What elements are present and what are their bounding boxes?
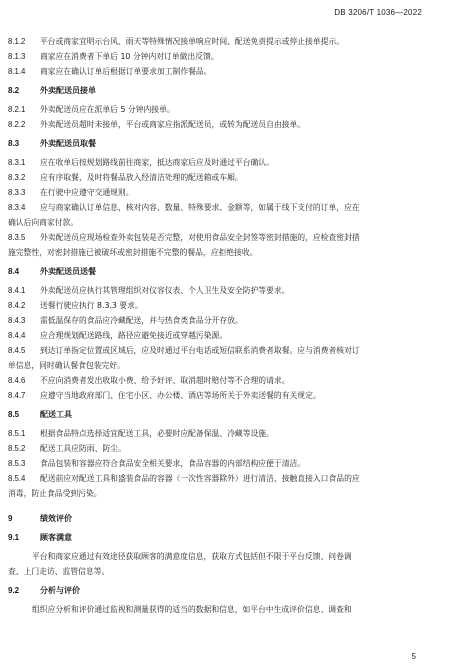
paragraph: 平台和商家应通过有效途径获取顾客的满意度信息，获取方式包括但不限于平台反馈、问卷调 [32, 552, 352, 561]
clause-text: 不应向消费者发出收取小费、给予好评、取消超时赔付等不合理的请求。 [40, 376, 290, 385]
clause-number: 8.3.3 [8, 188, 26, 197]
clause-number: 8.2.2 [8, 120, 26, 129]
clause-number: 8.1.3 [8, 52, 26, 61]
clause [8, 117, 438, 132]
page-number: 5 [411, 652, 416, 661]
clause [8, 230, 438, 245]
clause-number: 8.4.2 [8, 301, 26, 310]
clause [8, 388, 438, 403]
continuation-line: 施完整性，对密封措施已被破坏或密封措施不完整的餐品，应拒绝接收。 [8, 248, 258, 257]
section-heading [8, 407, 438, 422]
clause-text: 商家应在确认订单后根据订单要求加工制作餐品。 [40, 67, 212, 76]
clause-text: 平台或商家宜明示台风、雨天等特殊情况接单响应时间、配送免责提示或停止接单提示。 [40, 37, 345, 46]
clause-number: 8.1.2 [8, 37, 26, 46]
clause-number: 8.5.1 [8, 429, 26, 438]
clause [8, 456, 438, 471]
section-number: 9 [8, 514, 13, 523]
clause [8, 298, 438, 313]
section-number: 8.5 [8, 410, 20, 419]
clause [8, 200, 438, 215]
clause-number: 8.4.3 [8, 316, 26, 325]
section-title: 外卖配送员接单 [40, 86, 96, 95]
clause-number: 8.3.4 [8, 203, 26, 212]
standard-code: DB 3206/T 1036—2022 [334, 8, 422, 17]
section-heading [8, 583, 438, 598]
clause [8, 64, 438, 79]
section-number: 9.1 [8, 533, 20, 542]
clause-text: 外卖配送员应执行其管理组织对仪容仪表、个人卫生及安全防护等要求。 [40, 286, 290, 295]
clause-text: 外卖配送员超时未接单，平台或商家应指派配送员，或转为配送员自由接单。 [40, 120, 306, 129]
clause-text: 送餐行驶应执行 8.3.3 要求。 [40, 301, 143, 310]
clause-text: 配送前应对配送工具和盛装食品的容器（一次性容器除外）进行清洁，接触直接入口食品的应 [40, 474, 360, 483]
clause [8, 328, 438, 343]
clause-text: 应与商家确认订单信息，核对内容、数量、特殊要求、金额等，如属于线下支付的订单，应在 [40, 203, 360, 212]
clause [8, 343, 438, 358]
clause [8, 49, 438, 64]
clause-text: 食品包装和容器应符合食品安全相关要求，食品容器的内部结构应便于清洁。 [40, 459, 306, 468]
clause-number: 8.5.4 [8, 474, 26, 483]
clause [8, 34, 438, 49]
section-heading [8, 264, 438, 279]
clause [8, 471, 438, 486]
clause-text: 应合理规划配送路线，路径应避免接近或穿越污染源。 [40, 331, 228, 340]
section-number: 8.4 [8, 267, 20, 276]
section-number: 9.2 [8, 586, 20, 595]
clause-text: 应有序取餐，及时将餐品放入经清洁处理的配送箱或车厢。 [40, 173, 243, 182]
section-heading [8, 511, 438, 526]
clause [8, 313, 438, 328]
section-heading [8, 136, 438, 151]
clause [8, 426, 438, 441]
clause [8, 102, 438, 117]
clause [8, 441, 438, 456]
clause-number: 8.3.1 [8, 158, 26, 167]
clause [8, 170, 438, 185]
clause-text: 商家应在消费者下单后 10 分钟内对订单做出反馈。 [40, 52, 219, 61]
clause-text: 根据食品特点选择适宜配送工具，必要时应配备保温、冷藏等设施。 [40, 429, 274, 438]
clause-text: 到达订单指定位置或区域后，应及时通过平台电话或短信联系消费者取餐。应与消费者核对订 [40, 346, 360, 355]
clause-text: 需低温保存的食品应冷藏配送，并与热食类食品分开存放。 [40, 316, 243, 325]
continuation-line: 查、上门走访、监管信息等。 [8, 567, 110, 576]
section-heading [8, 530, 438, 545]
clause-text: 应遵守当地政府部门、住宅小区、办公楼、酒店等场所关于外卖送餐的有关规定。 [40, 391, 321, 400]
section-number: 8.3 [8, 139, 20, 148]
clause-number: 8.4.4 [8, 331, 26, 340]
clause [8, 155, 438, 170]
clause-number: 8.5.2 [8, 444, 26, 453]
paragraph: 组织应分析和评价通过监视和测量获得的适当的数据和信息，如平台中生成评价信息、调查和 [32, 605, 352, 614]
clause-text: 外卖配送员应现场检查外卖包装是否完整，对使用食品安全封签等密封措施的，应检查密封措 [40, 233, 360, 242]
spacer [8, 501, 438, 511]
section-title: 配送工具 [40, 410, 72, 419]
section-title: 外卖配送员取餐 [40, 139, 96, 148]
clause-number: 8.3.2 [8, 173, 26, 182]
section-title: 绩效评价 [40, 514, 72, 523]
clause-number: 8.1.4 [8, 67, 26, 76]
continuation-line: 单信息，同时确认餐食包装完好。 [8, 361, 125, 370]
clause-number: 8.4.5 [8, 346, 26, 355]
section-number: 8.2 [8, 86, 20, 95]
clause-number: 8.5.3 [8, 459, 26, 468]
section-title: 分析与评价 [40, 586, 80, 595]
clause [8, 283, 438, 298]
clause-number: 8.4.7 [8, 391, 26, 400]
continuation-line: 消毒，防止食品受到污染。 [8, 489, 102, 498]
clause-number: 8.4.1 [8, 286, 26, 295]
continuation-line: 确认后向商家付款。 [8, 218, 79, 227]
clause-text: 在行驶中应遵守交通规则。 [40, 188, 134, 197]
clause-number: 8.4.6 [8, 376, 26, 385]
clause-text: 配送工具应防雨、防尘。 [40, 444, 126, 453]
section-title: 外卖配送员送餐 [40, 267, 96, 276]
clause-text: 应在收单后按规划路线前往商家，抵达商家后应及时通过平台确认。 [40, 158, 274, 167]
section-title: 顾客满意 [40, 533, 72, 542]
clause-text: 外卖配送员应在派单后 5 分钟内接单。 [40, 105, 175, 114]
clause-number: 8.3.5 [8, 233, 26, 242]
clause [8, 373, 438, 388]
clause [8, 185, 438, 200]
clause-number: 8.2.1 [8, 105, 26, 114]
document-body [8, 34, 438, 617]
section-heading [8, 83, 438, 98]
